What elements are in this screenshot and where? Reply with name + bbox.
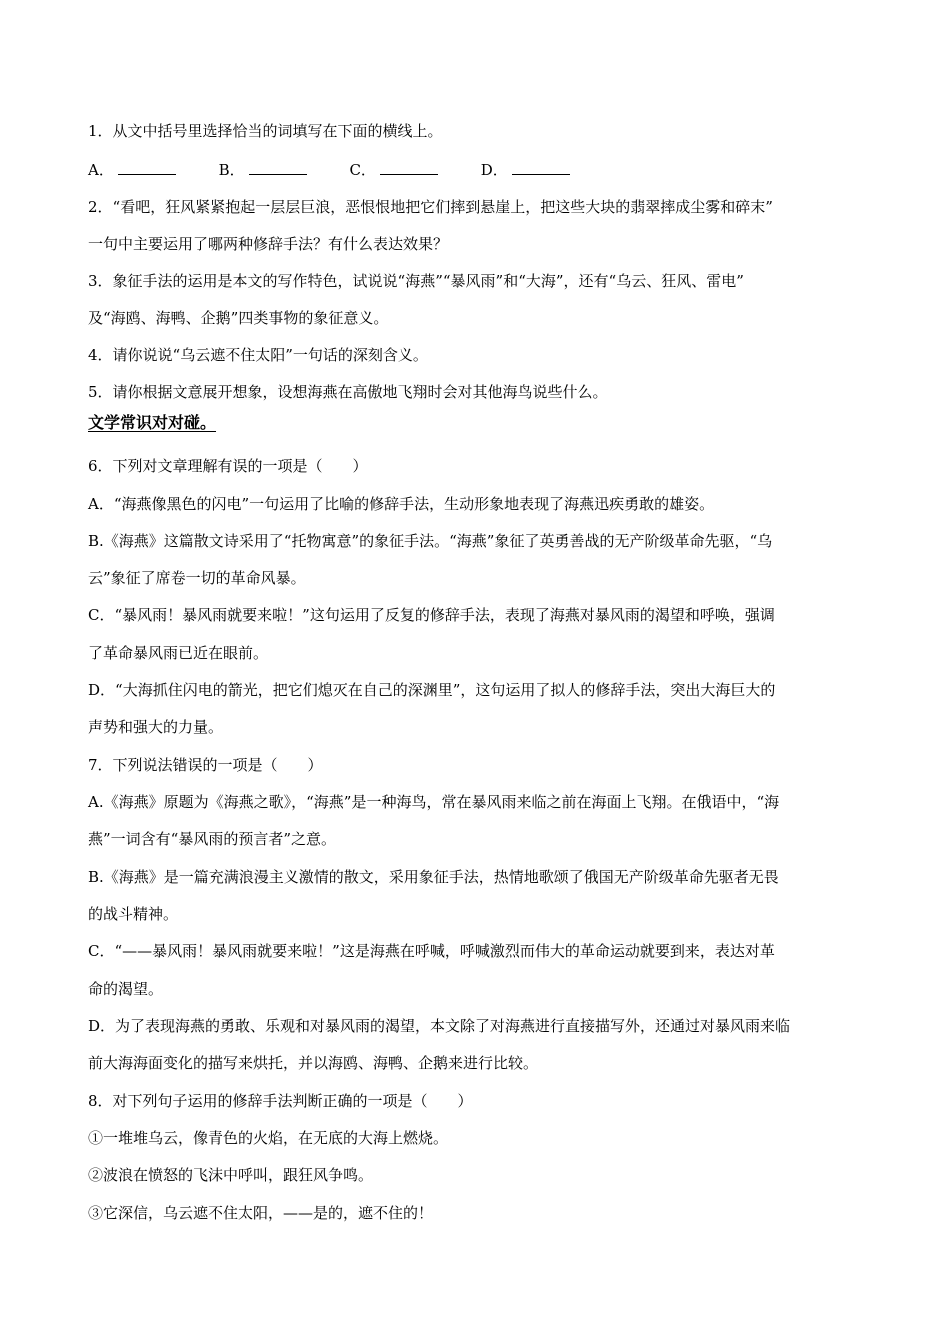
question-3-line-2: 及“海鸥、海鸭、企鹅”四类事物的象征意义。 [88, 309, 389, 327]
question-2-line-1: 2．“看吧，狂风紧紧抱起一层层巨浪，恶恨恨地把它们摔到悬崖上，把这些大块的翡翠摔成尘雾和碎末” [88, 198, 773, 216]
question-1-options [88, 160, 870, 180]
question-7-option-d-line-1: D．为了表现海燕的勇敢、乐观和对暴风雨的渴望，本文除了对海燕进行直接描写外，还通过对暴风雨来临 [88, 1017, 791, 1035]
option-c: C． [349, 160, 437, 180]
question-6-option-a: A．“海燕像黑色的闪电”一句运用了比喻的修辞手法，生动形象地表现了海燕迅疾勇敢的雄姿。 [88, 495, 715, 513]
answer-blank-b[interactable] [249, 160, 307, 175]
section-heading: 文学常识对对碰。 [88, 413, 217, 432]
question-8-sentence-2: ②波浪在愤怒的飞沫中呼叫，跟狂风争鸣。 [88, 1166, 374, 1184]
question-7-option-b-line-1: B.《海燕》是一篇充满浪漫主义激情的散文，采用象征手法，热情地歌颂了俄国无产阶级革命先驱者无畏 [88, 868, 779, 886]
question-4: 4．请你说说“乌云遮不住太阳”一句话的深刻含义。 [88, 346, 428, 364]
answer-blank-a[interactable] [118, 160, 176, 175]
question-6-stem: 6．下列对文章理解有误的一项是（ ） [88, 457, 368, 475]
question-8-stem: 8．对下列句子运用的修辞手法判断正确的一项是（ ） [88, 1092, 473, 1110]
answer-blank-d[interactable] [512, 160, 570, 175]
question-8-sentence-1: ①一堆堆乌云，像青色的火焰，在无底的大海上燃烧。 [88, 1129, 449, 1147]
question-6-option-c-line-2: 了革命暴风雨已近在眼前。 [88, 644, 269, 662]
answer-blank-c[interactable] [380, 160, 438, 175]
question-6-option-b-line-2: 云”象征了席卷一切的革命风暴。 [88, 569, 306, 587]
question-6-option-d-line-1: D．“大海抓住闪电的箭光，把它们熄灭在自己的深渊里”，这句运用了拟人的修辞手法，突出大海巨大的 [88, 681, 776, 699]
question-6-option-c-line-1: C．“暴风雨！暴风雨就要来啦！”这句运用了反复的修辞手法，表现了海燕对暴风雨的渴望和呼唤，强调 [88, 606, 775, 624]
question-3-line-1: 3．象征手法的运用是本文的写作特色，试说说“海燕”“暴风雨”和“大海”，还有“乌云、狂风、雷电” [88, 272, 744, 290]
question-7-option-c-line-1: C．“——暴风雨！暴风雨就要来啦！”这是海燕在呼喊，呼喊激烈而伟大的革命运动就要到来，表达对革 [88, 942, 775, 960]
question-2-line-2: 一句中主要运用了哪两种修辞手法？有什么表达效果？ [88, 235, 449, 253]
question-7-option-a-line-2: 燕”一词含有“暴风雨的预言者”之意。 [88, 830, 337, 848]
question-7-stem: 7．下列说法错误的一项是（ ） [88, 756, 323, 774]
question-5: 5．请你根据文意展开想象，设想海燕在高傲地飞翔时会对其他海鸟说些什么。 [88, 383, 608, 401]
question-7-option-d-line-2: 前大海海面变化的描写来烘托，并以海鸥、海鸭、企鹅来进行比较。 [88, 1054, 539, 1072]
option-a: A． [88, 160, 176, 180]
question-7-option-b-line-2: 的战斗精神。 [88, 905, 179, 923]
option-b: B． [219, 160, 307, 180]
question-6-option-b-line-1: B.《海燕》这篇散文诗采用了“托物寓意”的象征手法。“海燕”象征了英勇善战的无产阶级革命先驱，“乌 [88, 532, 773, 550]
option-d: D． [481, 160, 570, 180]
question-1: 1．从文中括号里选择恰当的词填写在下面的横线上。 [88, 122, 443, 140]
question-8-sentence-3: ③它深信，乌云遮不住太阳，——是的，遮不住的！ [88, 1204, 434, 1222]
question-7-option-a-line-1: A.《海燕》原题为《海燕之歌》，“海燕”是一种海鸟，常在暴风雨来临之前在海面上飞翔。在俄语中，“海 [88, 793, 780, 811]
question-6-option-d-line-2: 声势和强大的力量。 [88, 718, 224, 736]
question-7-option-c-line-2: 命的渴望。 [88, 980, 164, 998]
